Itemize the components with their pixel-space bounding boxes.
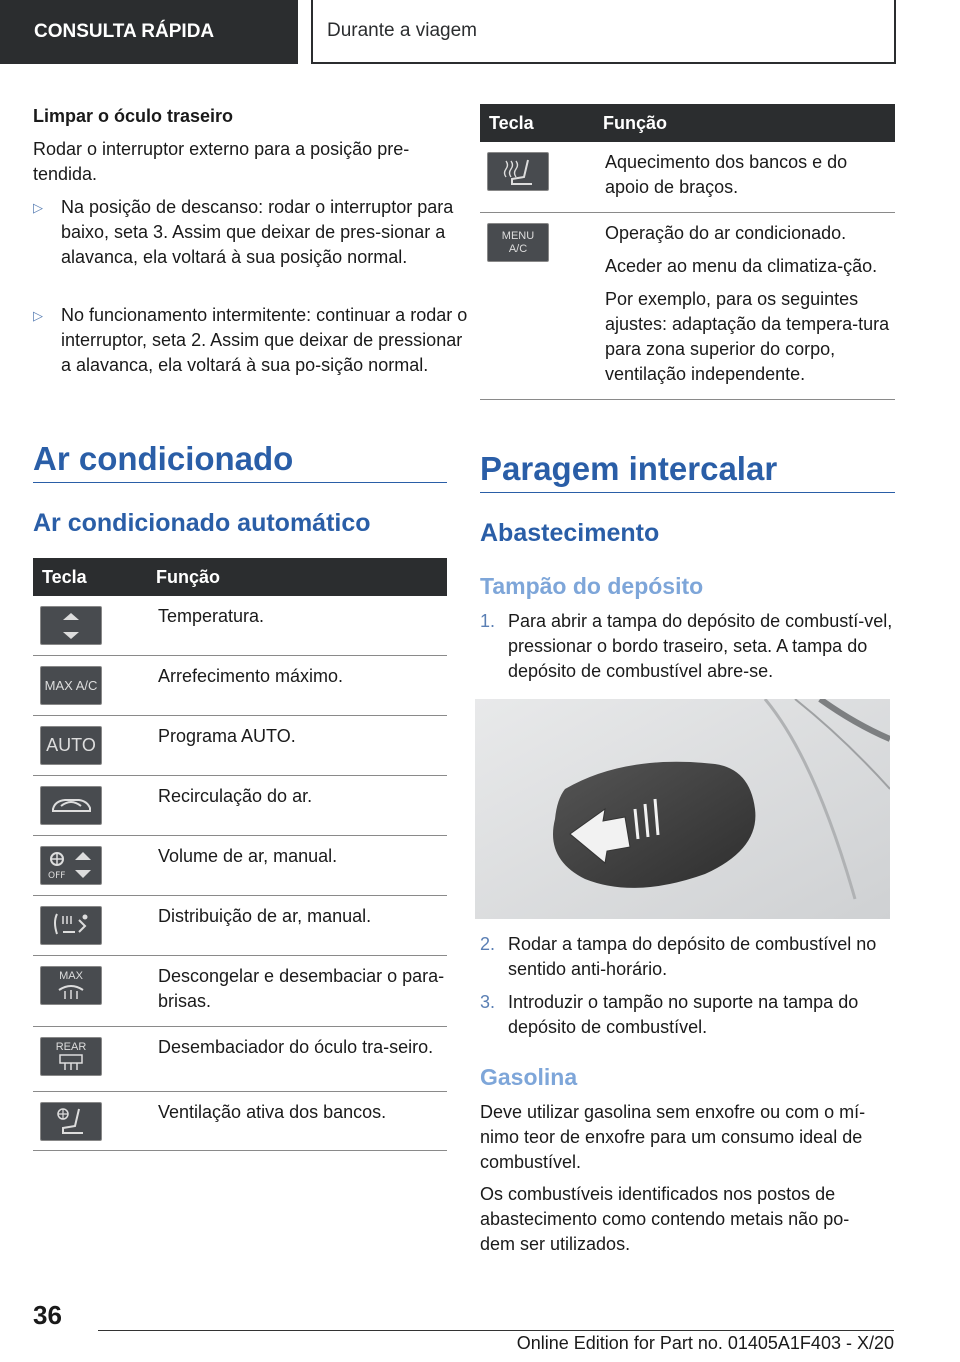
metal-fuel-paragraph: Os combustíveis identificados nos postos de abastecimento como contendo metais não po-dem ser utilizados. [480, 1184, 850, 1254]
col-header-key: Tecla [480, 104, 603, 142]
table-row [33, 895, 447, 955]
list-item: 3. Introduzir o tampão no suporte na tampa do depósito de combustível. [480, 992, 859, 1037]
table-row [33, 1026, 447, 1091]
chapter-tab: Durante a viagem [311, 0, 896, 64]
function-text: Arrefecimento máximo. [156, 655, 447, 715]
menu-ac-icon: MENU A/C [487, 223, 549, 262]
table-row [33, 596, 447, 655]
temperature-arrows-icon [40, 606, 102, 645]
table-row [33, 955, 447, 1026]
auto-icon: AUTO [40, 726, 102, 765]
table-row [33, 835, 447, 895]
heading-paragem-intercalar: Paragem intercalar [480, 450, 895, 493]
seat-heating-icon [487, 152, 549, 191]
rear-window-intro: Rodar o interruptor externo para a posição pre-tendida. [33, 139, 410, 184]
section-tab: CONSULTA RÁPIDA [0, 0, 298, 64]
fan-volume-icon [40, 846, 102, 885]
seat-keys-table [480, 104, 895, 400]
function-text: Operação do ar condicionado. Aceder ao menu da climatiza-ção. Por exemplo, para os seguintes ajustes: adaptação da tempera-tura para zona superior do corpo, ventilação independente. [603, 213, 895, 400]
heading-ar-condicionado: Ar condicionado [33, 440, 447, 483]
table-row [33, 775, 447, 835]
air-distribution-icon [40, 906, 102, 945]
rear-window-title: Limpar o óculo traseiro [33, 106, 234, 126]
table-row [480, 142, 895, 213]
table-row [33, 655, 447, 715]
heading-ar-condicionado-automatico: Ar condicionado automático [33, 509, 371, 537]
function-text: Recirculação do ar. [156, 775, 447, 835]
bullet-item: ▷ No funcionamento intermitente: continuar a rodar o interruptor, seta 2. Assim que deixar de pressionar a alavanca, ela voltará à sua po-sição normal. [33, 305, 468, 375]
col-header-function: Função [603, 104, 895, 142]
svg-text:OFF: OFF [48, 871, 66, 881]
page-number: 36 [33, 1300, 62, 1330]
col-header-function: Função [156, 558, 447, 596]
list-item: 1. Para abrir a tampa do depósito de combustí-vel, pressionar o bordo traseiro, seta. A tampa do depósito de combustível abre-se. [480, 611, 893, 681]
col-header-key: Tecla [33, 558, 156, 596]
table-row [33, 715, 447, 775]
seat-ventilation-icon [40, 1102, 102, 1141]
heading-tampao-deposito: Tampão do depósito [480, 573, 704, 599]
function-text: Temperatura. [156, 596, 447, 655]
max-defrost-icon: MAX [40, 966, 102, 1005]
rear-defrost-icon: REAR [40, 1037, 102, 1076]
function-text: Ventilação ativa dos bancos. [156, 1091, 447, 1150]
climate-keys-table [33, 558, 447, 1151]
heading-gasolina: Gasolina [480, 1064, 578, 1090]
function-text: Aquecimento dos bancos e do apoio de braços. [603, 142, 895, 213]
heading-abastecimento: Abastecimento [480, 519, 660, 547]
function-text: Distribuição de ar, manual. [156, 895, 447, 955]
list-item: 2. Rodar a tampa do depósito de combustível no sentido anti-horário. [480, 934, 877, 979]
bullet-item: ▷ Na posição de descanso: rodar o interruptor para baixo, seta 3. Assim que deixar de pres-sionar a alavanca, ela voltará à sua posição normal. [33, 197, 454, 267]
gasoline-paragraph: Deve utilizar gasolina sem enxofre ou com o mí-nimo teor de enxofre para um consumo ideal de combustível. [480, 1102, 866, 1172]
table-row [480, 213, 895, 400]
function-text: Descongelar e desembaciar o para-brisas. [156, 955, 447, 1026]
footer-edition: Online Edition for Part no. 01405A1F403 - X/20 [98, 1330, 894, 1354]
bullet-marker-icon: ▷ [33, 200, 43, 215]
max-ac-icon: MAX A/C [40, 666, 102, 705]
bullet-marker-icon: ▷ [33, 308, 43, 323]
fuel-filler-flap-image [475, 699, 890, 924]
table-row [33, 1091, 447, 1150]
function-text: Volume de ar, manual. [156, 835, 447, 895]
recirculation-icon [40, 786, 102, 825]
function-text: Desembaciador do óculo tra-seiro. [156, 1026, 447, 1091]
function-text: Programa AUTO. [156, 715, 447, 775]
